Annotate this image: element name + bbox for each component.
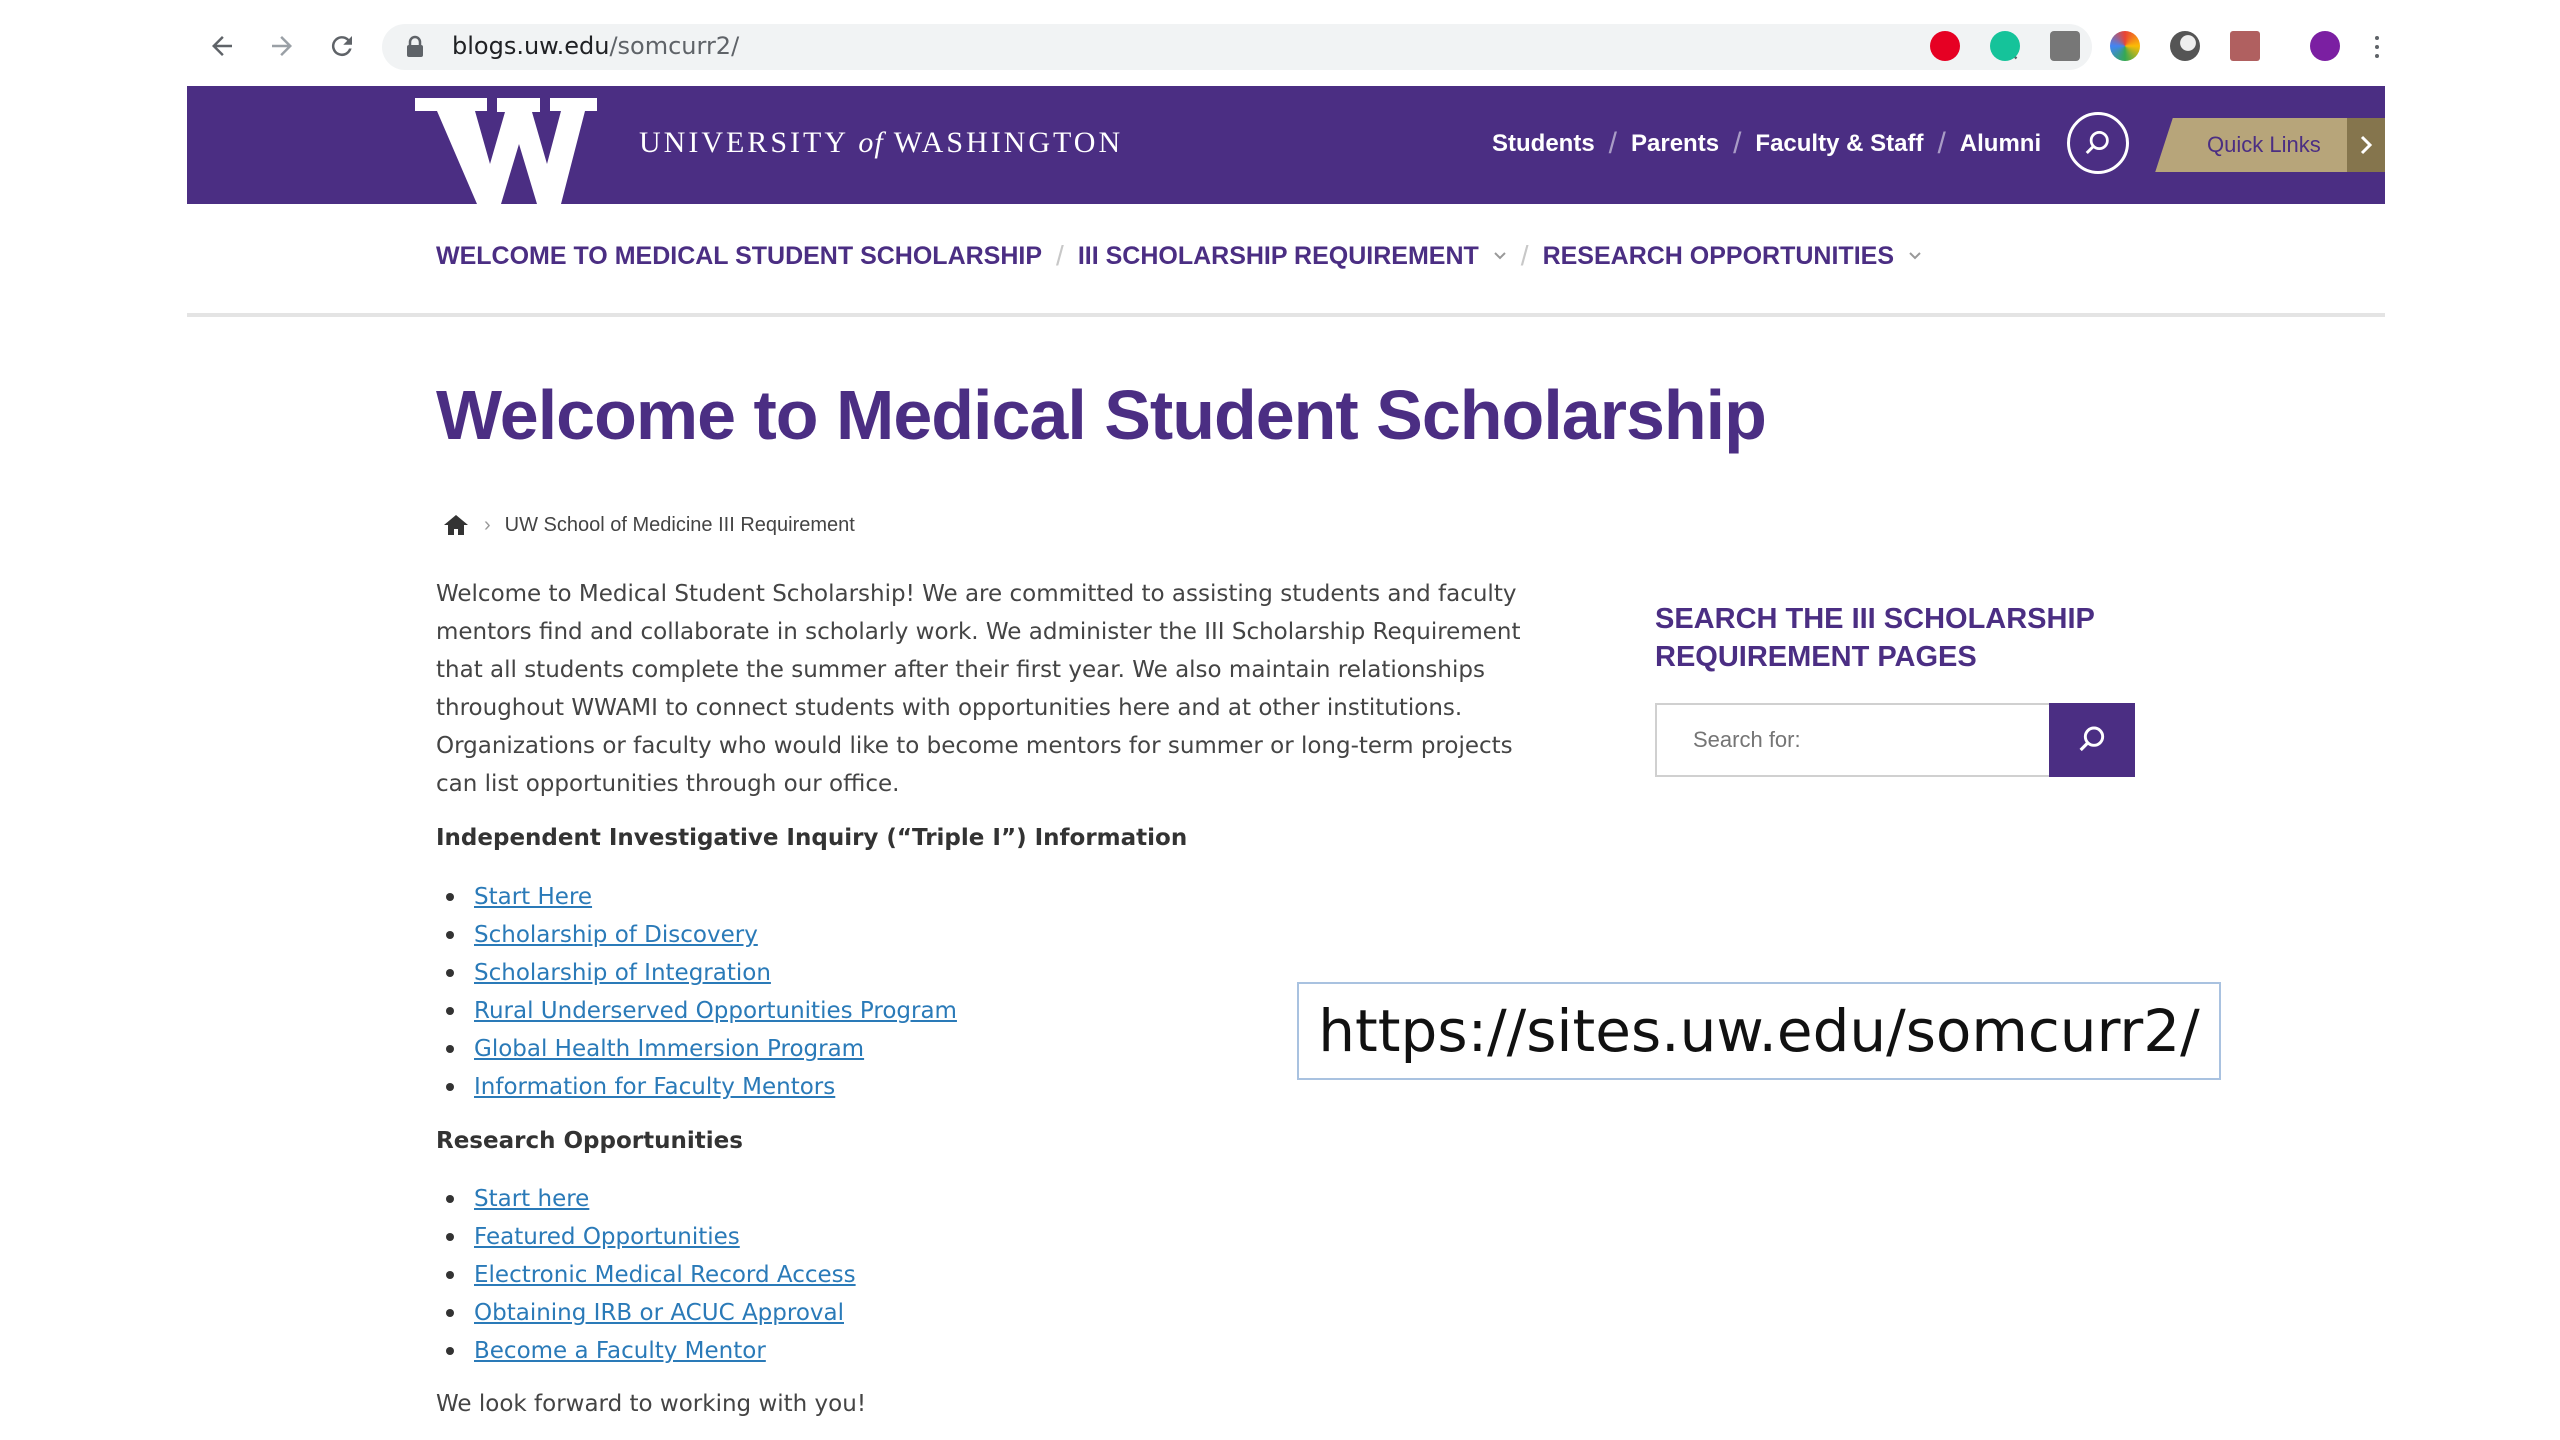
list-item bbox=[474, 1180, 856, 1218]
link-emr-access[interactable]: Electronic Medical Record Access bbox=[474, 1262, 856, 1288]
university-name[interactable]: UNIVERSITY of WASHINGTON bbox=[639, 126, 1124, 159]
link-irb-acuc[interactable]: Obtaining IRB or ACUC Approval bbox=[474, 1300, 844, 1326]
url-text[interactable]: blogs.uw.edu/somcurr2/ bbox=[452, 32, 740, 60]
intro-paragraph: Welcome to Medical Student Scholarship! We are committed to assisting students and faculty mentors find and collaborate in scholarly work. We administer the III Scholarship Requirement that all students complete the summer after their first year. We also maintain relationships throughout WWAMI to connect students with opportunities here and at other institutions. Organizations or faculty who would like to become mentors for summer or long-term projects can list opportunities through our office. bbox=[436, 581, 1521, 797]
pinterest-extension-icon[interactable] bbox=[1930, 31, 1960, 61]
address-bar[interactable] bbox=[382, 24, 2092, 70]
url-callout: https://sites.uw.edu/somcurr2/ bbox=[1297, 982, 2221, 1080]
nav-separator: / bbox=[1937, 127, 1946, 160]
link-start-here[interactable]: Start Here bbox=[474, 884, 593, 910]
forward-button[interactable] bbox=[262, 26, 302, 66]
chevron-down-icon[interactable] bbox=[1493, 251, 1507, 261]
breadcrumb-current: UW School of Medicine III Requirement bbox=[504, 513, 855, 536]
link-scholarship-discovery[interactable]: Scholarship of Discovery bbox=[474, 922, 758, 948]
nav-students[interactable]: Students bbox=[1492, 130, 1595, 157]
list-item bbox=[474, 1218, 856, 1256]
list-item bbox=[474, 1030, 957, 1068]
search-icon bbox=[2076, 724, 2108, 756]
sidebar-search-input[interactable] bbox=[1655, 703, 2049, 777]
nav-faculty-staff[interactable]: Faculty & Staff bbox=[1755, 130, 1924, 157]
nav-separator: / bbox=[1520, 240, 1529, 271]
link-ruop[interactable]: Rural Underserved Opportunities Program bbox=[474, 998, 957, 1024]
link-ghip[interactable]: Global Health Immersion Program bbox=[474, 1036, 865, 1062]
chevron-right-icon bbox=[2358, 134, 2374, 156]
back-arrow-icon bbox=[207, 31, 237, 61]
subnav-research[interactable]: RESEARCH OPPORTUNITIES bbox=[1542, 241, 1894, 270]
pdf-extension-icon[interactable] bbox=[2230, 31, 2260, 61]
list-item bbox=[474, 878, 957, 916]
nav-separator: / bbox=[1056, 240, 1064, 271]
closing-text: We look forward to working with you! bbox=[436, 1391, 867, 1417]
quick-links-label: Quick Links bbox=[2207, 132, 2321, 157]
triple-i-links bbox=[436, 878, 957, 1106]
home-icon[interactable] bbox=[442, 513, 470, 537]
reload-button[interactable] bbox=[322, 26, 362, 66]
browser-toolbar bbox=[187, 18, 2387, 74]
list-item bbox=[474, 916, 957, 954]
reload-icon bbox=[327, 31, 357, 61]
sidebar-search-button[interactable] bbox=[2049, 703, 2135, 777]
nav-separator: / bbox=[1608, 127, 1618, 160]
subnav-iii-requirement[interactable]: III SCHOLARSHIP REQUIREMENT bbox=[1077, 241, 1479, 270]
page-title: Welcome to Medical Student Scholarship bbox=[436, 376, 1766, 454]
link-featured-opportunities[interactable]: Featured Opportunities bbox=[474, 1224, 740, 1250]
grammarly-extension-icon[interactable] bbox=[1990, 31, 2020, 61]
breadcrumb-separator: › bbox=[484, 513, 491, 536]
site-nav bbox=[436, 240, 1922, 272]
list-item bbox=[474, 1294, 856, 1332]
subnav-welcome[interactable]: WELCOME TO MEDICAL STUDENT SCHOLARSHIP bbox=[436, 241, 1043, 270]
circle-extension-icon[interactable] bbox=[2170, 31, 2200, 61]
site-header bbox=[187, 86, 2385, 204]
quick-links-arrow[interactable] bbox=[2347, 118, 2385, 172]
list-item bbox=[474, 954, 957, 992]
triple-i-heading: Independent Investigative Inquiry (“Triple I”) Information bbox=[436, 825, 1188, 851]
google-extension-icon[interactable] bbox=[2050, 31, 2080, 61]
research-heading: Research Opportunities bbox=[436, 1128, 743, 1154]
sidebar-search-heading: SEARCH THE III SCHOLARSHIP REQUIREMENT PAGES bbox=[1655, 603, 2095, 673]
list-item bbox=[474, 992, 957, 1030]
nav-separator: / bbox=[1733, 127, 1742, 160]
nav-parents[interactable]: Parents bbox=[1631, 130, 1720, 157]
list-item bbox=[474, 1068, 957, 1106]
quick-links-button[interactable] bbox=[2155, 118, 2373, 172]
link-research-start[interactable]: Start here bbox=[474, 1186, 590, 1212]
breadcrumb bbox=[442, 513, 855, 537]
color-extension-icon[interactable] bbox=[2110, 31, 2140, 61]
research-links bbox=[436, 1180, 856, 1370]
lock-icon bbox=[404, 35, 426, 59]
link-become-mentor[interactable]: Become a Faculty Mentor bbox=[474, 1338, 766, 1364]
nav-divider bbox=[187, 313, 2385, 317]
back-button[interactable] bbox=[202, 26, 242, 66]
menu-dots-icon[interactable] bbox=[2372, 34, 2382, 60]
header-search-button[interactable] bbox=[2067, 112, 2129, 174]
forward-arrow-icon bbox=[267, 31, 297, 61]
audience-nav bbox=[1492, 127, 2041, 161]
uw-w-logo[interactable] bbox=[415, 86, 597, 204]
link-faculty-mentors-info[interactable]: Information for Faculty Mentors bbox=[474, 1074, 836, 1100]
link-scholarship-integration[interactable]: Scholarship of Integration bbox=[474, 960, 771, 986]
list-item bbox=[474, 1256, 856, 1294]
search-icon bbox=[2083, 128, 2113, 158]
list-item bbox=[474, 1332, 856, 1370]
chevron-down-icon[interactable] bbox=[1908, 251, 1922, 261]
profile-avatar[interactable] bbox=[2310, 31, 2340, 61]
nav-alumni[interactable]: Alumni bbox=[1959, 130, 2042, 157]
